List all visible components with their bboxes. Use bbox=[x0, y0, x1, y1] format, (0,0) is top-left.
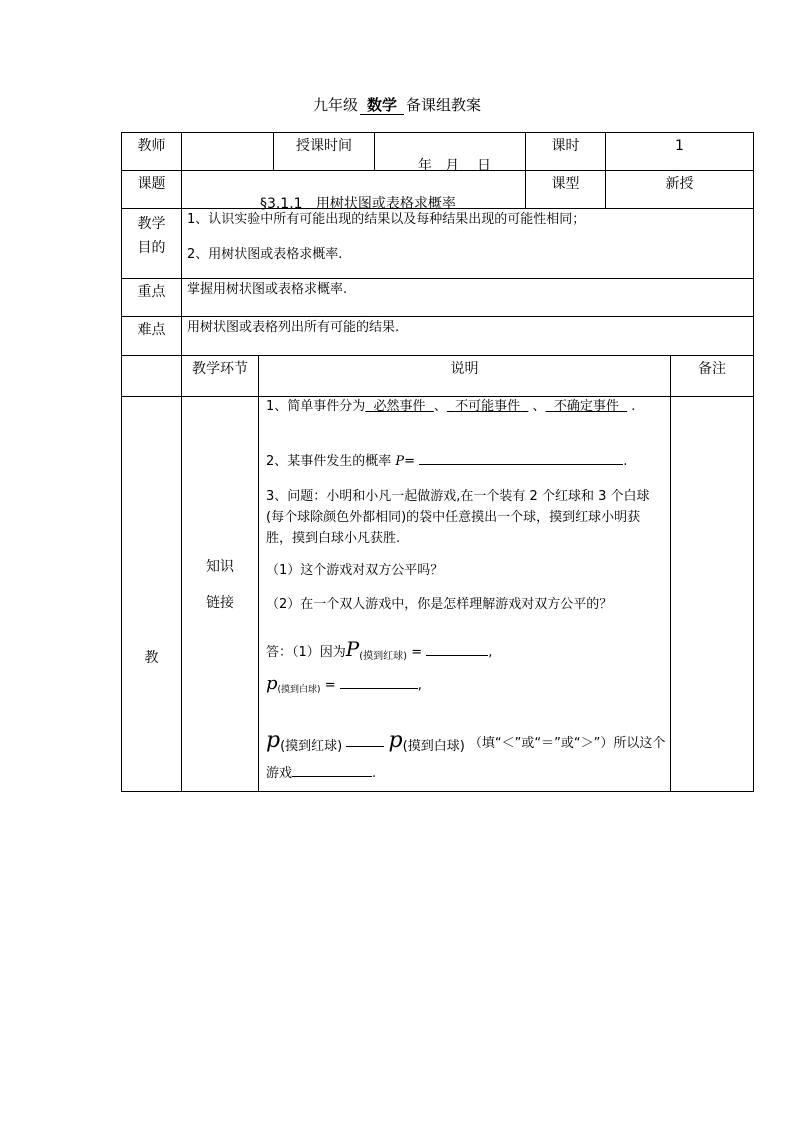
probability-symbol: P bbox=[395, 454, 405, 469]
answer-end: . bbox=[372, 766, 377, 781]
time-label: 授课时间 bbox=[296, 138, 352, 154]
period-value-cell bbox=[605, 132, 754, 171]
objectives-label-cell bbox=[121, 208, 182, 279]
grade-text: 九年级 bbox=[312, 96, 358, 114]
description-header: 说明 bbox=[450, 361, 479, 377]
remarks-cell bbox=[670, 396, 754, 792]
key-point-label: 重点 bbox=[137, 284, 166, 300]
document-title bbox=[0, 95, 794, 115]
answer-equals: = bbox=[411, 645, 423, 660]
difficulty-label: 难点 bbox=[137, 322, 166, 338]
section-label: 教 bbox=[144, 650, 159, 666]
item2-lead: 2、某事件发生的概率 bbox=[266, 454, 392, 469]
item1-answer: 不可能事件 bbox=[455, 399, 521, 414]
white-ball-subscript: (摸到白球) bbox=[402, 739, 465, 754]
probability-symbol: p bbox=[388, 728, 403, 753]
probability-symbol: p bbox=[266, 673, 278, 694]
probability-symbol: p bbox=[266, 728, 281, 753]
item1-lead: 1、简单事件分为 bbox=[266, 399, 366, 414]
item2-end: . bbox=[623, 454, 628, 469]
difficulty-cell bbox=[181, 316, 754, 356]
item-1 bbox=[266, 397, 666, 417]
fill-blank[interactable] bbox=[340, 676, 418, 689]
key-point-text: 掌握用树状图或表格求概率. bbox=[187, 282, 348, 297]
conclusion-text: 所以这个游戏 bbox=[266, 736, 666, 781]
teacher-value-cell bbox=[181, 132, 274, 171]
item2-equals: = bbox=[404, 454, 416, 469]
answer-comma: , bbox=[417, 678, 422, 693]
type-value: 新授 bbox=[665, 176, 694, 192]
period-value: 1 bbox=[675, 138, 684, 154]
type-label: 课型 bbox=[551, 176, 580, 192]
probability-symbol: P bbox=[345, 637, 360, 661]
difficulty-text: 用树状图或表格列出所有可能的结果. bbox=[187, 320, 400, 335]
answer-line-1 bbox=[266, 636, 666, 670]
difficulty-label-cell bbox=[121, 316, 182, 356]
type-label-cell bbox=[525, 170, 606, 209]
date-value: 年 月 日 bbox=[417, 158, 492, 174]
description-cell bbox=[258, 396, 671, 792]
item-2 bbox=[266, 452, 666, 472]
red-ball-subscript: (摸到红球) bbox=[359, 651, 408, 662]
fill-blank[interactable] bbox=[292, 764, 372, 777]
answer-comma: , bbox=[488, 645, 493, 660]
question-2 bbox=[266, 595, 666, 615]
stage-header: 教学环节 bbox=[192, 361, 248, 377]
item1-separator: 、 bbox=[532, 399, 546, 414]
answer-lead: 答：（1）因为 bbox=[266, 645, 346, 660]
answer-line-2 bbox=[266, 671, 666, 703]
date-cell bbox=[374, 132, 526, 174]
red-ball-subscript: (摸到红球) bbox=[280, 739, 343, 754]
topic-value: §3.1.1 用树状图或表格求概率 bbox=[259, 196, 456, 212]
process-header-blank-cell bbox=[121, 355, 182, 397]
fill-hint: （填“＜”或“＝”或“＞”） bbox=[468, 736, 614, 751]
stage-cell bbox=[181, 396, 259, 792]
white-ball-subscript: (摸到白球) bbox=[277, 685, 321, 695]
item1-end: . bbox=[631, 399, 636, 414]
period-label-cell bbox=[525, 132, 606, 171]
item1-answer: 不确定事件 bbox=[553, 399, 619, 414]
key-point-cell bbox=[181, 278, 754, 317]
stage-line: 链接 bbox=[206, 595, 234, 611]
remarks-header-cell bbox=[670, 355, 754, 397]
fill-blank[interactable] bbox=[426, 643, 488, 656]
item3-text: 3、问题：小明和小凡一起做游戏,在一个装有 2 个红球和 3 个白球(每个球除颜色外都相同)的袋中任意摸出一个球，摸到红球小明获胜，摸到白球小凡获胜. bbox=[266, 489, 650, 546]
stage-header-cell bbox=[181, 355, 259, 397]
time-label-cell bbox=[273, 132, 375, 171]
fill-blank[interactable] bbox=[419, 452, 623, 465]
type-value-cell bbox=[605, 170, 754, 209]
question1-text: （1）这个游戏对双方公平吗？ bbox=[266, 563, 444, 578]
objectives-cell bbox=[181, 208, 754, 279]
objective-item: 1、认识实验中所有可能出现的结果以及每种结果出现的可能性相同； bbox=[187, 212, 586, 227]
teacher-label-cell bbox=[121, 132, 182, 171]
objectives-label-line2: 目的 bbox=[137, 240, 166, 256]
stage-line: 知识 bbox=[206, 559, 234, 575]
teacher-label: 教师 bbox=[137, 138, 166, 154]
item1-answer: 必然事件 bbox=[373, 399, 426, 414]
objective-item: 2、用树状图或表格求概率. bbox=[187, 247, 343, 262]
item-3 bbox=[266, 486, 666, 549]
topic-label-cell bbox=[121, 170, 182, 209]
description-header-cell bbox=[258, 355, 671, 397]
key-point-label-cell bbox=[121, 278, 182, 317]
question2-text: （2）在一个双人游戏中，你是怎样理解游戏对双方公平的？ bbox=[266, 597, 613, 612]
remarks-header: 备注 bbox=[698, 361, 726, 377]
topic-value-cell bbox=[181, 170, 526, 212]
period-label: 课时 bbox=[551, 138, 580, 154]
subject-text: 数学 bbox=[360, 96, 404, 115]
section-label-cell bbox=[121, 396, 182, 792]
comparison-blank[interactable] bbox=[346, 734, 384, 747]
topic-label: 课题 bbox=[137, 176, 166, 192]
answer-equals: = bbox=[324, 678, 336, 693]
title-text: 备课组教案 bbox=[406, 96, 482, 114]
item1-separator: 、 bbox=[433, 399, 447, 414]
objectives-label-line1: 教学 bbox=[137, 216, 166, 232]
answer-line-3 bbox=[266, 727, 666, 787]
question-1 bbox=[266, 561, 666, 581]
